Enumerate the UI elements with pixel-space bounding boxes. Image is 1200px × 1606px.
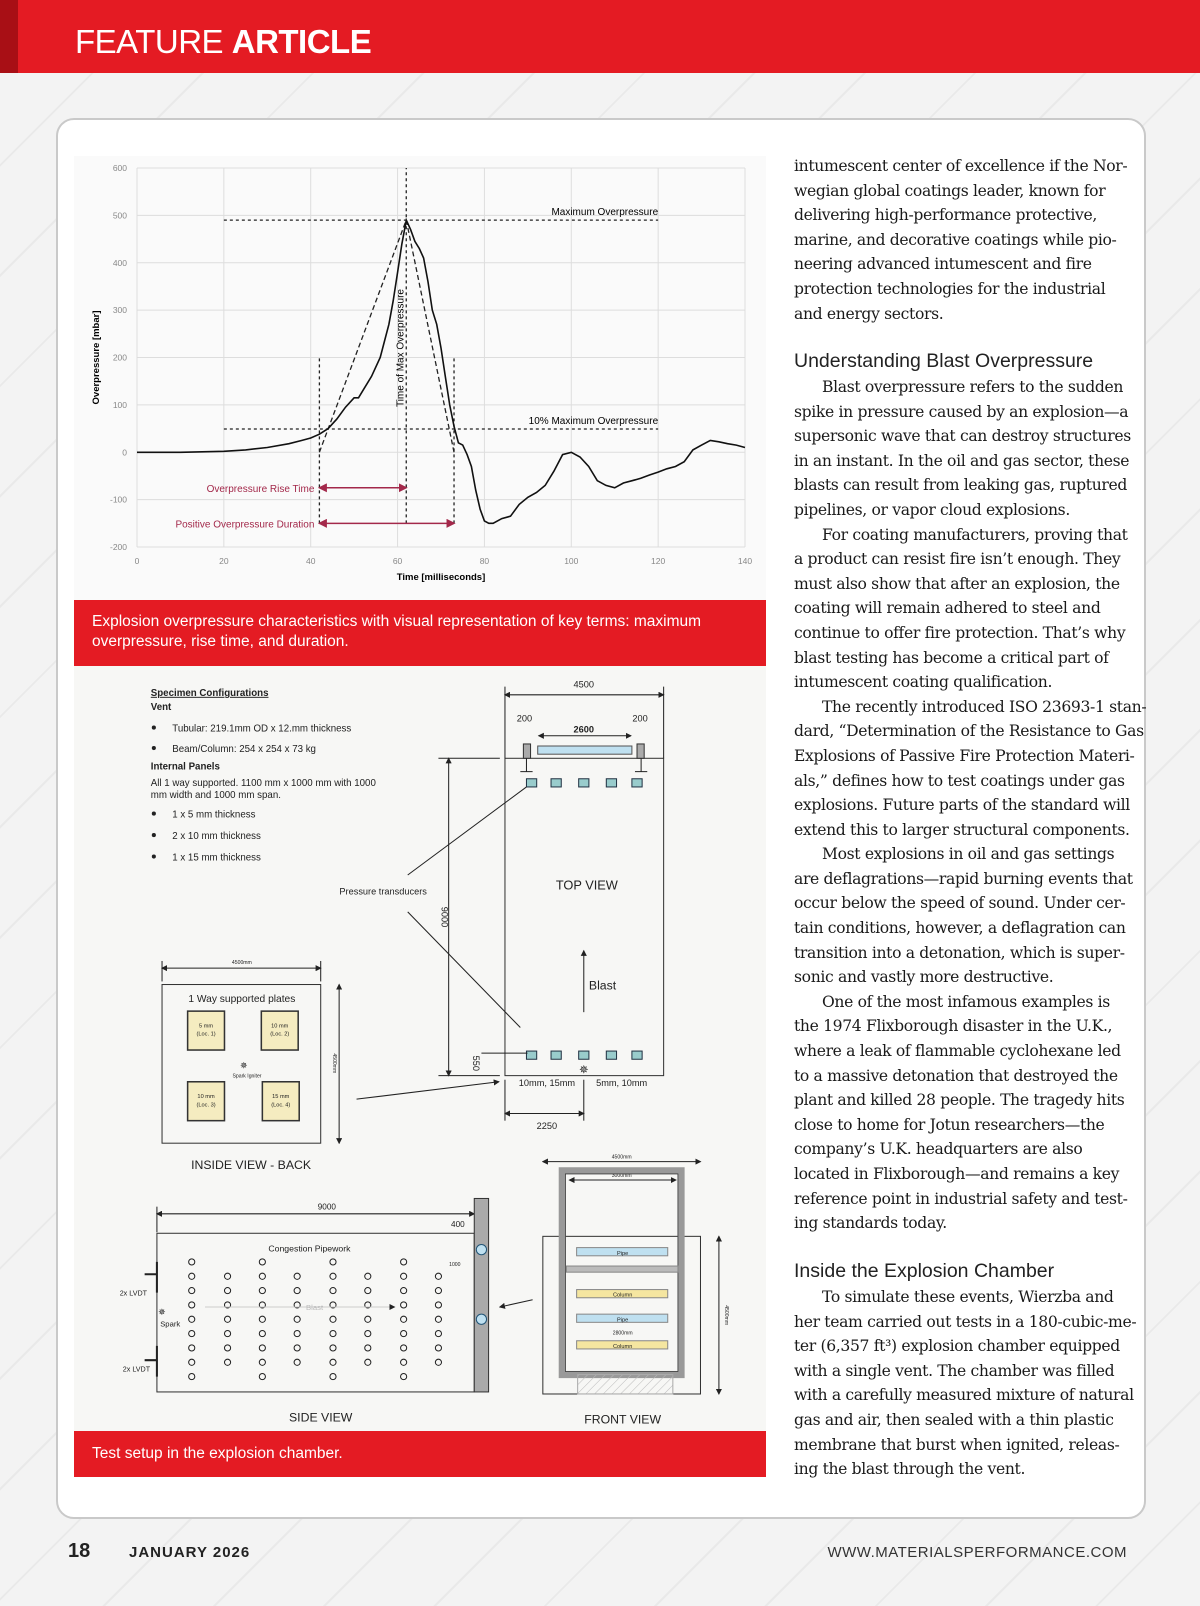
congestion-label: Congestion Pipework xyxy=(268,1243,351,1254)
pipe-circle xyxy=(401,1345,407,1351)
spark-label: Spark xyxy=(160,1319,181,1329)
dim-length: 9000 xyxy=(317,1202,336,1212)
vent-item: Beam/Column: 254 x 254 x 73 kg xyxy=(172,744,316,756)
time-of-max-label: Time of Max Overpressure xyxy=(395,289,407,408)
pipe-circle xyxy=(294,1345,300,1351)
ten-percent-label: 10% Maximum Overpressure xyxy=(528,416,659,428)
section-title-light: FEATURE xyxy=(75,23,224,60)
bullet xyxy=(152,812,156,816)
plate-thickness: 5 mm xyxy=(199,1023,214,1030)
plate xyxy=(261,1011,298,1050)
pipe-circle xyxy=(330,1374,336,1380)
transducer-icon xyxy=(551,1051,561,1059)
plate-location: (Loc. 1) xyxy=(196,1031,216,1038)
plate xyxy=(262,1082,299,1121)
pipe-label: Pipe xyxy=(617,1317,629,1324)
lvdt-label: 2x LVDT xyxy=(122,1365,151,1374)
text-line: neering advanced intumescent and fire xyxy=(794,255,1092,274)
pipe-circle xyxy=(259,1259,265,1265)
transducer-icon xyxy=(632,1051,642,1059)
dim-height: 4500mm xyxy=(330,1053,337,1074)
pipe-label: Pipe xyxy=(617,1250,629,1257)
pipe-circle xyxy=(365,1345,371,1351)
x-tick-label: 140 xyxy=(737,556,753,566)
hatched-base xyxy=(578,1375,673,1394)
bullet xyxy=(152,833,156,837)
dim-span: 2800mm xyxy=(612,1330,633,1337)
panel-item: 2 x 10 mm thickness xyxy=(172,831,261,843)
text-line: gas and air, then sealed with a thin plastic xyxy=(794,1410,1114,1429)
pipe-circle xyxy=(259,1288,265,1294)
text-line: ing the blast through the vent. xyxy=(794,1460,1026,1479)
pipe-circle xyxy=(259,1345,265,1351)
transducer-icon xyxy=(551,779,561,787)
website-link[interactable]: WWW.MATERIALSPERFORMANCE.COM xyxy=(827,1544,1127,1561)
blast-label: Blast xyxy=(588,978,617,993)
pipe-circle xyxy=(435,1345,441,1351)
panels-desc: mm width and 1000 mm span. xyxy=(150,790,281,802)
x-tick-label: 60 xyxy=(392,556,403,566)
spark-icon: ✵ xyxy=(579,1064,589,1077)
transducer-icon xyxy=(526,779,536,787)
pipe-circle xyxy=(294,1288,300,1294)
rise-time-label: Overpressure Rise Time xyxy=(206,483,315,495)
spark-icon: ✵ xyxy=(240,1060,248,1071)
text-line: blasts can result from leaking gas, ruptured xyxy=(794,476,1128,495)
text-line: intumescent center of excellence if the Nor- xyxy=(794,157,1128,175)
pipe-circle xyxy=(330,1316,336,1322)
text-line: transition into a detonation, which is super- xyxy=(794,943,1125,962)
pipe-circle xyxy=(189,1374,195,1380)
pipe-circle xyxy=(189,1302,195,1308)
x-tick-label: 0 xyxy=(134,556,140,566)
text-line: where a leak of flammable cyclohexane led xyxy=(794,1042,1121,1061)
transducer-icon xyxy=(579,1051,589,1059)
dim-vent: 2600 xyxy=(573,724,595,735)
text-line: company’s U.K. headquarters are also xyxy=(794,1140,1083,1159)
column-label: Column xyxy=(612,1343,633,1350)
page-number: 18 xyxy=(68,1540,91,1562)
text-line: coating will remain adhered to steel and xyxy=(794,599,1101,618)
text-line: occur below the speed of sound. Under cer- xyxy=(794,894,1126,913)
text-line: ter (6,357 ft³) explosion chamber equipped xyxy=(794,1337,1120,1356)
text-line: protection technologies for the industrial xyxy=(794,279,1106,298)
text-line: blast testing has become a critical part of xyxy=(794,648,1109,667)
dim-wall: 400 xyxy=(451,1220,465,1230)
pipe-circle xyxy=(401,1259,407,1265)
figure1-caption: Explosion overpressure characteristics with visual representation of key terms: maximum overpressure, rise time, and duration. xyxy=(74,600,766,666)
bullet xyxy=(152,746,156,750)
issue-date: JANUARY 2026 xyxy=(129,1544,251,1561)
spark-label: Spark Igniter xyxy=(232,1073,262,1080)
text-line: continue to offer fire protection. That’s why xyxy=(794,623,1126,642)
x-axis-label: Time [milliseconds] xyxy=(396,572,486,583)
pipe-circle xyxy=(224,1273,230,1279)
transducer-icon xyxy=(606,1051,616,1059)
text-line: tain conditions, however, a deflagration can xyxy=(794,919,1126,938)
text-line: spike in pressure caused by an explosion—a xyxy=(794,402,1129,421)
top-view-outline xyxy=(505,758,664,1075)
specimen-configurations xyxy=(151,688,377,864)
bullet xyxy=(152,855,156,859)
dim-width: 4500mm xyxy=(231,960,252,967)
pipe-circle xyxy=(435,1288,441,1294)
pipe-circle xyxy=(259,1359,265,1365)
pipe-circle xyxy=(435,1273,441,1279)
article-text-block-2 xyxy=(794,375,1147,1236)
dim-inner: 3000mm xyxy=(611,1172,632,1179)
column-label: Column xyxy=(612,1292,633,1299)
duration-label: Positive Overpressure Duration xyxy=(175,519,315,531)
text-line: with a carefully measured mixture of natural xyxy=(794,1386,1134,1405)
pipe-circle xyxy=(401,1359,407,1365)
text-line: Explosions of Passive Fire Protection Materi- xyxy=(794,746,1135,765)
text-line: The recently introduced ISO 23693-1 stan- xyxy=(822,697,1147,716)
max-overpressure-label: Maximum Overpressure xyxy=(551,207,659,219)
vent-item: Tubular: 219.1mm OD x 12.mm thickness xyxy=(172,723,352,735)
pipe-circle xyxy=(365,1288,371,1294)
text-line: and energy sectors. xyxy=(794,304,944,323)
transducer-icon xyxy=(526,1051,536,1059)
plate-thickness: 10 mm xyxy=(271,1023,289,1030)
pipe-circle xyxy=(189,1316,195,1322)
dim-right: 200 xyxy=(632,713,648,724)
pipe-circle xyxy=(401,1302,407,1308)
top-view xyxy=(339,680,663,1131)
pipe-circle xyxy=(365,1316,371,1322)
text-line: als,” defines how to test coatings under gas xyxy=(794,771,1125,790)
text-line: Blast overpressure refers to the sudden xyxy=(822,378,1124,396)
pipe-circle xyxy=(294,1316,300,1322)
pipe-circle xyxy=(224,1331,230,1337)
pipe-circle xyxy=(189,1345,195,1351)
article-text-block-1 xyxy=(794,154,1139,326)
pipe-circle xyxy=(294,1331,300,1337)
y-tick-label: -100 xyxy=(109,494,127,505)
side-view-outline xyxy=(157,1233,474,1392)
pipe-circle xyxy=(435,1316,441,1322)
bullet xyxy=(152,726,156,730)
panel-item: 1 x 15 mm thickness xyxy=(172,852,261,864)
pipe-circle xyxy=(224,1345,230,1351)
panels-desc: All 1 way supported. 1100 mm x 1000 mm with 1000 xyxy=(150,777,376,789)
front-view-label: FRONT VIEW xyxy=(584,1412,662,1427)
pipe-circle xyxy=(330,1345,336,1351)
dim-gap: 1000 xyxy=(449,1262,461,1269)
pipe-circle xyxy=(401,1273,407,1279)
pipe-circle xyxy=(401,1316,407,1322)
lvdt-label: 2x LVDT xyxy=(119,1289,148,1298)
text-line: located in Flixborough—and remains a key xyxy=(794,1165,1120,1183)
pipe-circle xyxy=(189,1259,195,1265)
text-line: close to home for Jotun researchers—the xyxy=(794,1115,1105,1134)
text-line: extend this to larger structural components. xyxy=(794,820,1130,839)
text-line: her team carried out tests in a 180-cubic-me- xyxy=(794,1312,1137,1331)
article-text-block-3 xyxy=(794,1285,1139,1482)
pipe-circle xyxy=(294,1273,300,1279)
dim-left: 200 xyxy=(516,713,533,724)
pipe-circle xyxy=(435,1302,441,1308)
rise-tangent-line xyxy=(319,220,406,452)
text-line: sonic and vastly more destructive. xyxy=(794,968,1054,987)
dim-spark: 2250 xyxy=(536,1120,558,1131)
spark-icon: ✵ xyxy=(158,1307,166,1318)
pipe-circle xyxy=(189,1273,195,1279)
text-line: To simulate these events, Wierzba and xyxy=(822,1288,1114,1306)
figure2-caption: Test setup in the explosion chamber. xyxy=(74,1431,766,1477)
dim-width: 4500 xyxy=(573,679,595,690)
test-setup-diagram xyxy=(74,666,766,1431)
text-line: are deflagrations—rapid burning events that xyxy=(794,869,1133,888)
blast-label: Blast xyxy=(306,1303,324,1313)
text-line: For coating manufacturers, proving that xyxy=(822,525,1128,544)
text-line: membrane that burst when ignited, releas- xyxy=(794,1435,1120,1454)
text-line: Most explosions in oil and gas settings xyxy=(822,845,1115,864)
bottom-left-label: 10mm, 15mm xyxy=(518,1077,576,1088)
pipe-circle xyxy=(189,1359,195,1365)
inside-view-label: INSIDE VIEW - BACK xyxy=(191,1157,312,1172)
pipe-circle xyxy=(259,1273,265,1279)
pressure-transducers xyxy=(526,779,642,1059)
pipe-circle xyxy=(294,1359,300,1365)
heading-explosion-chamber: Inside the Explosion Chamber xyxy=(794,1260,1055,1282)
specimen-title: Specimen Configurations xyxy=(150,687,269,699)
bottom-right-label: 5mm, 10mm xyxy=(596,1077,648,1088)
page-header xyxy=(0,0,1200,73)
x-tick-label: 40 xyxy=(305,556,316,566)
pipe-circle xyxy=(401,1288,407,1294)
pipe-circle xyxy=(401,1331,407,1337)
pipe-circle xyxy=(259,1331,265,1337)
top-view-label: TOP VIEW xyxy=(555,877,618,893)
y-tick-label: 200 xyxy=(112,352,127,363)
section-title xyxy=(75,22,371,62)
transducer-icon xyxy=(579,779,589,787)
side-view xyxy=(120,1198,489,1424)
plate-thickness: 15 mm xyxy=(272,1094,290,1101)
i-beam-icon xyxy=(637,744,644,758)
pipe-circle xyxy=(330,1273,336,1279)
plate-location: (Loc. 4) xyxy=(271,1102,291,1109)
plates-title: 1 Way supported plates xyxy=(188,993,296,1005)
pipe-circle xyxy=(330,1288,336,1294)
text-line: plant and killed 28 people. The tragedy hits xyxy=(794,1091,1125,1110)
overpressure-chart xyxy=(74,156,766,600)
pipe-circle xyxy=(330,1359,336,1365)
dim-offset: 550 xyxy=(471,1055,482,1072)
text-line: ing standards today. xyxy=(794,1214,947,1233)
section-title-bold: ARTICLE xyxy=(231,23,372,60)
heading-understanding-blast: Understanding Blast Overpressure xyxy=(794,350,1094,372)
pipe-circle xyxy=(365,1273,371,1279)
plate xyxy=(188,1082,225,1121)
pipe-circle xyxy=(189,1331,195,1337)
plate-location: (Loc. 3) xyxy=(196,1102,216,1109)
y-axis-label: Overpressure [mbar] xyxy=(91,310,102,405)
pipe-circle xyxy=(435,1359,441,1365)
i-beam-icon xyxy=(523,744,530,758)
pipe-circle xyxy=(224,1359,230,1365)
pipe-circle xyxy=(189,1288,195,1294)
side-view-label: SIDE VIEW xyxy=(289,1410,353,1425)
pipe-circle xyxy=(224,1288,230,1294)
text-line: explosions. Future parts of the standard will xyxy=(794,796,1130,815)
panels-heading: Internal Panels xyxy=(150,761,220,773)
x-tick-label: 80 xyxy=(479,556,490,566)
y-tick-label: 0 xyxy=(122,447,127,458)
text-line: dard, “Determination of the Resistance to Gas xyxy=(794,722,1144,741)
header-accent-strip xyxy=(0,0,18,73)
pipe-circle xyxy=(330,1331,336,1337)
text-line: must also show that after an explosion, the xyxy=(794,574,1120,593)
pipe-circle xyxy=(259,1374,265,1380)
text-line: in an instant. In the oil and gas sector, these xyxy=(794,451,1130,470)
x-tick-label: 100 xyxy=(564,556,579,566)
y-tick-label: 600 xyxy=(112,163,127,173)
y-tick-label: 100 xyxy=(112,399,127,410)
text-line: One of the most infamous examples is xyxy=(822,992,1110,1011)
text-line: supersonic wave that can destroy structures xyxy=(794,427,1131,446)
transducer-icon xyxy=(606,779,616,787)
vent-wall xyxy=(474,1198,488,1391)
y-tick-label: 400 xyxy=(112,257,127,268)
wall-transducer-icon xyxy=(476,1314,486,1324)
wall-transducer-icon xyxy=(476,1245,486,1255)
pipe-circle xyxy=(365,1359,371,1365)
text-line: intumescent coating qualification. xyxy=(794,673,1053,692)
transducers-label: Pressure transducers xyxy=(339,886,427,897)
text-line: delivering high-performance protective, xyxy=(794,206,1097,225)
text-line: to a massive detonation that destroyed the xyxy=(794,1066,1118,1085)
panel-item: 1 x 5 mm thickness xyxy=(172,809,256,821)
diagram-svg xyxy=(74,666,766,1431)
dim-length: 9000 xyxy=(439,906,450,928)
pipe-circle xyxy=(435,1331,441,1337)
dim-outer: 4500mm xyxy=(611,1154,632,1161)
x-tick-label: 120 xyxy=(651,556,666,566)
y-tick-label: 300 xyxy=(112,305,127,316)
text-line: the 1974 Flixborough disaster in the U.K., xyxy=(794,1017,1113,1036)
text-line: wegian global coatings leader, known for xyxy=(794,181,1106,200)
pipe-circle xyxy=(224,1316,230,1322)
front-view xyxy=(500,1155,729,1427)
text-line: a product can resist fire isn’t enough. They xyxy=(794,550,1121,569)
text-line: marine, and decorative coatings while pio- xyxy=(794,230,1117,249)
vent-heading: Vent xyxy=(150,702,172,714)
text-line: reference point in industrial safety and test- xyxy=(794,1189,1128,1208)
text-line: with a single vent. The chamber was filled xyxy=(794,1361,1115,1380)
y-tick-label: 500 xyxy=(112,210,127,221)
plate-location: (Loc. 2) xyxy=(270,1031,290,1038)
dim-height: 4500mm xyxy=(723,1305,730,1326)
vent-opening xyxy=(538,746,632,754)
plate xyxy=(188,1011,225,1050)
pipe-circle xyxy=(401,1374,407,1380)
transducer-icon xyxy=(632,779,642,787)
plate-thickness: 10 mm xyxy=(197,1094,215,1101)
x-tick-label: 20 xyxy=(219,556,229,566)
congestion-pipework xyxy=(189,1245,487,1380)
series-line-overpressure xyxy=(137,220,745,523)
fall-tangent-line xyxy=(406,220,454,452)
pipe-circle xyxy=(259,1316,265,1322)
y-tick-label: -200 xyxy=(109,542,127,552)
pipe-circle xyxy=(330,1259,336,1265)
pipe-circle xyxy=(365,1331,371,1337)
chart-svg xyxy=(74,156,766,600)
text-line: pipelines, or vapor cloud explosions. xyxy=(794,500,1070,519)
